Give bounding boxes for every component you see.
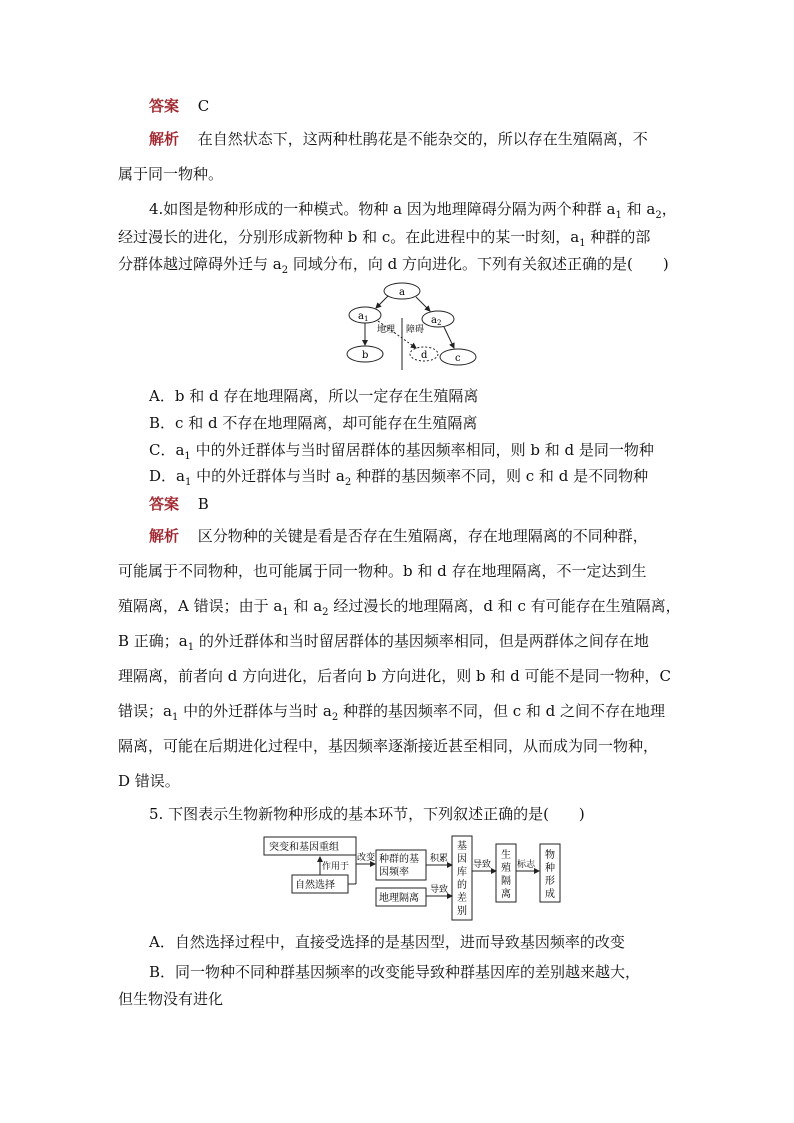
stem-text: 4.如图是物种形成的一种模式。物种 a 因为地理障碍分隔为两个种群 a xyxy=(149,200,616,218)
option-a: A．b 和 d 存在地理隔离，所以一定存在生殖隔离 xyxy=(149,387,479,405)
subscript: 1 xyxy=(579,238,586,249)
speciation-flow-diagram xyxy=(262,832,568,924)
acts-on-label: 作用于 xyxy=(322,862,350,872)
question-5-stem: 5. 下图表示生物新物种形成的基本环节，下列叙述正确的是( ) xyxy=(149,805,585,823)
q5-option-b: B．同一物种不同种群基因频率的改变能导致种群基因库的差别越来越大， xyxy=(149,963,641,981)
answer-label: 答案 xyxy=(149,495,180,513)
analysis-label: 解析 xyxy=(149,130,180,148)
box-gene-freq-label-2: 因频率 xyxy=(379,867,409,878)
option-text: 种群的基因频率不同，则 c 和 d 是不同物种 xyxy=(351,467,649,485)
q5-option-a: A．自然选择过程中，直接受选择的是基因型，进而导致基因频率的改变 xyxy=(149,933,625,951)
node-d-label: d xyxy=(421,350,428,361)
answer-line-q3 xyxy=(149,96,209,116)
analysis-text: 经过漫长的地理隔离，d 和 c 有可能存在生殖隔离， xyxy=(328,597,681,615)
option-b: B．c 和 d 不存在地理隔离，却可能存在生殖隔离 xyxy=(149,414,478,432)
box-gene-pool-label: 基 因 库 的 差 别 xyxy=(457,841,467,917)
subscript: 2 xyxy=(322,607,329,618)
analysis-text-cont: 属于同一物种。 xyxy=(118,165,224,183)
analysis-text: 和 a xyxy=(288,597,323,615)
node-a-label: a xyxy=(399,287,405,298)
stem-text: 分群体越过障碍外迁与 a xyxy=(118,255,282,273)
changes-label: 改变 xyxy=(357,853,376,863)
analysis-text: 殖隔离，A 错误；由于 a xyxy=(118,597,283,615)
analysis-text: B 正确；a xyxy=(118,632,188,650)
subscript: 1 xyxy=(184,477,192,488)
analysis-text-cont: 理隔离，前者向 d 方向进化，后者向 b 方向进化，则 b 和 d 可能不是同一物种，C xyxy=(118,667,672,685)
subscript: 1 xyxy=(282,607,289,618)
marker-label: 标志 xyxy=(517,860,536,870)
box-repro-iso-label: 生 殖 隔 离 xyxy=(501,850,511,900)
analysis-text-cont xyxy=(118,631,649,658)
box-gene-freq-label-1: 种群的基 xyxy=(379,854,419,865)
stem-text: 经过漫长的进化，分别形成新物种 b 和 c。在此进程中的某一时刻，a xyxy=(118,228,580,246)
question-4-stem-3 xyxy=(118,254,669,281)
arrow-a2-c xyxy=(444,327,454,348)
box-geo-iso-label: 地理隔离 xyxy=(379,893,419,904)
box-mutation-label: 突变和基因重组 xyxy=(269,842,339,853)
option-text: 中的外迁群体与当时 a xyxy=(191,467,345,485)
analysis-label: 解析 xyxy=(149,527,180,545)
analysis-text-cont xyxy=(118,701,665,728)
stem-text: 同域分布，向 d 方向进化。下列有关叙述正确的是( ) xyxy=(288,255,669,273)
analysis-text: 区分物种的关键是看是否存在生殖隔离，存在地理隔离的不同种群， xyxy=(197,527,648,545)
option-text: D．a xyxy=(149,467,185,485)
node-a1-label: $a_1$ xyxy=(358,311,369,323)
accumulate-label: 积累 xyxy=(430,854,449,864)
option-c xyxy=(149,440,654,467)
subscript: 1 xyxy=(184,451,191,462)
answer-value: C xyxy=(197,97,210,115)
analysis-text: 在自然状态下，这两种杜鹃花是不能杂交的，所以存在生殖隔离，不 xyxy=(197,130,648,148)
node-c-label: c xyxy=(455,353,461,364)
q5-option-b-cont: 但生物没有进化 xyxy=(118,990,224,1008)
subscript: 2 xyxy=(655,210,662,221)
subscript: 1 xyxy=(171,712,179,723)
analysis-text: 中的外迁群体与当时 a xyxy=(178,702,332,720)
subscript: 1 xyxy=(615,210,622,221)
barrier-label-left: 地理 xyxy=(377,325,396,335)
analysis-text: 错误；a xyxy=(118,702,172,720)
box-species-label: 物 种 形 成 xyxy=(545,850,555,900)
analysis-text-cont: 隔离，可能在后期进化过程中，基因频率逐渐接近甚至相同，从而成为同一物种， xyxy=(118,737,659,755)
option-text: C．a xyxy=(149,441,185,459)
node-b-label: b xyxy=(362,350,369,361)
subscript: 2 xyxy=(331,712,339,723)
barrier-label-right: 障碍 xyxy=(406,325,425,335)
question-4-stem xyxy=(149,199,677,226)
question-4-stem-2 xyxy=(118,227,650,254)
answer-line-q4 xyxy=(149,494,209,514)
arrow-a-a2 xyxy=(416,297,430,311)
answer-value: B xyxy=(197,495,209,513)
node-a2-label: $a_2$ xyxy=(431,315,442,327)
analysis-text-cont: D 错误。 xyxy=(118,772,180,790)
leads-label-2: 导致 xyxy=(473,860,492,870)
subscript: 2 xyxy=(281,265,289,276)
answer-label: 答案 xyxy=(149,97,180,115)
analysis-text-cont xyxy=(118,596,681,623)
analysis-line-q4 xyxy=(149,526,648,546)
option-text: 中的外迁群体与当时留居群体的基因频率相同，则 b 和 d 是同一物种 xyxy=(190,441,654,459)
stem-text: 和 a xyxy=(621,200,656,218)
subscript: 1 xyxy=(187,642,195,653)
stem-text: 种群的部 xyxy=(585,228,651,246)
option-d xyxy=(149,466,648,493)
analysis-line-q3 xyxy=(149,129,648,149)
speciation-diagram xyxy=(338,278,498,374)
arrow-a-a1 xyxy=(376,296,388,308)
box-natural-selection-label: 自然选择 xyxy=(295,880,335,891)
stem-text: ， xyxy=(661,200,677,218)
analysis-text: 的外迁群体和当时留居群体的基因频率相同，但是两群体之间存在地 xyxy=(194,632,649,650)
subscript: 2 xyxy=(344,477,352,488)
analysis-text-cont: 可能属于不同物种，也可能属于同一物种。b 和 d 存在地理隔离，不一定达到生 xyxy=(118,562,647,580)
analysis-text: 种群的基因频率不同，但 c 和 d 之间不存在地理 xyxy=(338,702,666,720)
leads-label-1: 导致 xyxy=(430,885,449,895)
